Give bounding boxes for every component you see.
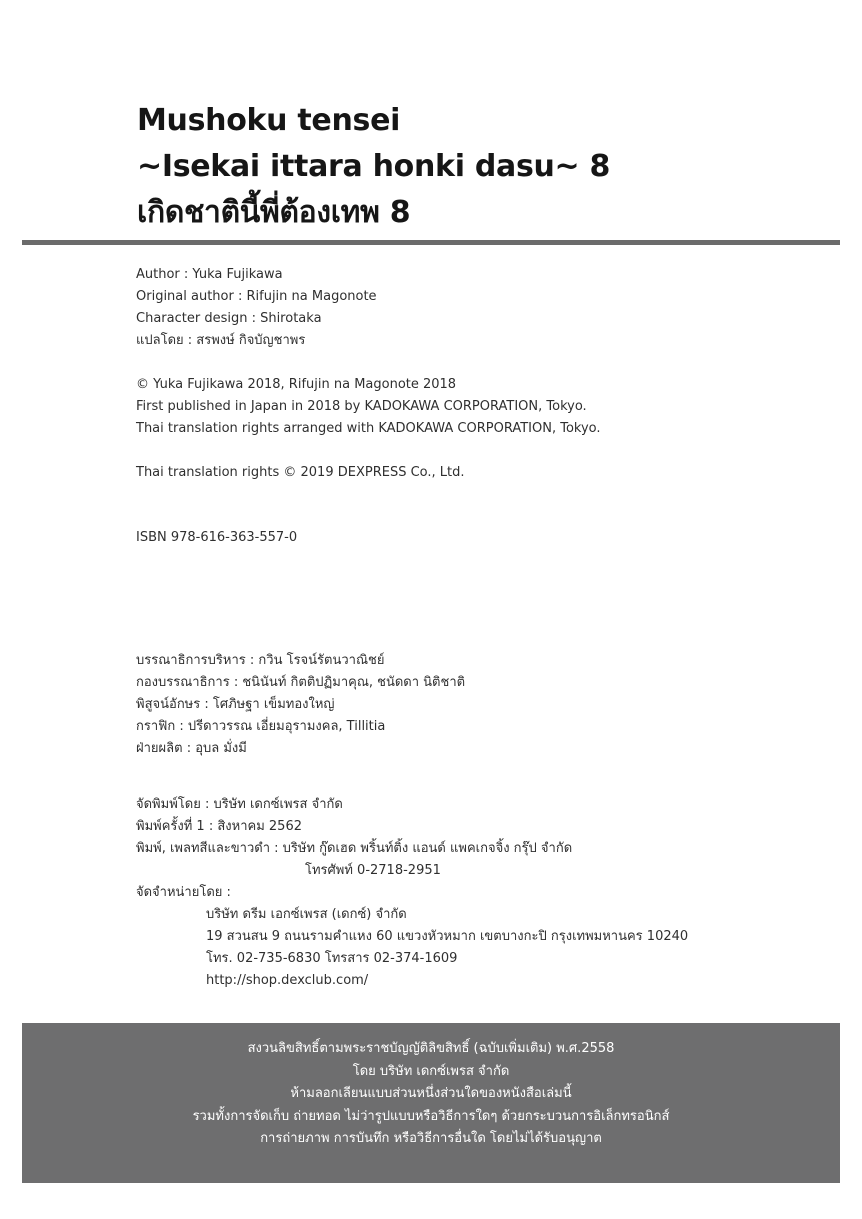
notice-line: รวมทั้งการจัดเก็บ ถ่ายทอด ไม่ว่ารูปแบบหรือวิธีการใดๆ ด้วยกระบวนการอิเล็กทรอนิกส์: [192, 1108, 670, 1124]
staff-block: [136, 650, 465, 760]
distributor-phone: โทร. 02-735-6830 โทรสาร 02-374-1609: [206, 951, 458, 966]
credit-translator: แปลโดย : สรพงษ์ กิจบัญชาพร: [136, 333, 306, 348]
credit-character-design: Character design : Shirotaka: [136, 311, 322, 326]
printer: พิมพ์, เพลทสีและขาวดำ : บริษัท กู๊ดเฮด พริ้นท์ติ้ง แอนด์ แพคเกจจิ้ง กรุ๊ป จำกัด: [136, 841, 573, 856]
notice-line: การถ่ายภาพ การบันทึก หรือวิธีการอื่นใด โดยไม่ได้รับอนุญาต: [260, 1131, 602, 1146]
distributor-address: 19 สวนสน 9 ถนนรามคำแหง 60 แขวงหัวหมาก เขตบางกะปิ กรุงเทพมหานคร 10240: [206, 929, 689, 944]
title-thai: เกิดชาตินี้พี่ต้องเทพ 8: [137, 195, 411, 230]
thai-rights-line: Thai translation rights © 2019 DEXPRESS Co., Ltd.: [136, 465, 465, 480]
credits-block: [136, 264, 377, 352]
distributor-url[interactable]: http://shop.dexclub.com/: [206, 973, 369, 988]
credit-original-author: Original author : Rifujin na Magonote: [136, 289, 377, 304]
isbn: ISBN 978-616-363-557-0: [136, 530, 298, 545]
published-by: จัดพิมพ์โดย : บริษัท เดกซ์เพรส จำกัด: [136, 797, 343, 812]
staff-proofreader: พิสูจน์อักษร : โศภิษฐา เข็มทองใหญ่: [136, 697, 335, 712]
publisher-block: [136, 794, 688, 992]
book-title: [137, 98, 610, 236]
first-print: พิมพ์ครั้งที่ 1 : สิงหาคม 2562: [136, 819, 302, 834]
distributed-by-label: จัดจำหน่ายโดย :: [136, 885, 231, 900]
staff-graphic: กราฟิก : ปรีดาวรรณ เอี่ยมอุรามงคล, Tillitia: [136, 719, 386, 734]
staff-editorial-team: กองบรรณาธิการ : ชนินันท์ กิตติปฏิมาคุณ, ชนัดดา นิติชาติ: [136, 675, 466, 690]
first-published-line: First published in Japan in 2018 by KADOKAWA CORPORATION, Tokyo.: [136, 399, 587, 414]
copyright-line: © Yuka Fujikawa 2018, Rifujin na Magonote 2018: [136, 377, 457, 392]
notice-line: สงวนลิขสิทธิ์ตามพระราชบัญญัติลิขสิทธิ์ (ฉบับเพิ่มเติม) พ.ศ.2558: [247, 1041, 615, 1056]
distributor-name: บริษัท ดรีม เอกซ์เพรส (เดกซ์) จำกัด: [206, 907, 407, 922]
title-english-line-1: Mushoku tensei: [137, 103, 401, 138]
notice-line: ห้ามลอกเลียนแบบส่วนหนึ่งส่วนใดของหนังสือเล่มนี้: [290, 1086, 572, 1101]
title-english-line-2: ~Isekai ittara honki dasu~ 8: [137, 149, 611, 184]
credit-author: Author : Yuka Fujikawa: [136, 267, 283, 282]
translation-arranged-line: Thai translation rights arranged with KADOKAWA CORPORATION, Tokyo.: [136, 421, 601, 436]
notice-line: โดย บริษัท เดกซ์เพรส จำกัด: [352, 1063, 510, 1079]
staff-production: ฝ่ายผลิต : อุบล มั่งมี: [136, 741, 247, 756]
copyright-notice-banner: [22, 1023, 840, 1183]
title-divider: [22, 240, 840, 245]
printer-phone: โทรศัพท์ 0-2718-2951: [305, 863, 441, 878]
copyright-block: [136, 374, 601, 440]
staff-executive-editor: บรรณาธิการบริหาร : กวิน โรจน์รัตนวาณิชย์: [136, 653, 385, 668]
